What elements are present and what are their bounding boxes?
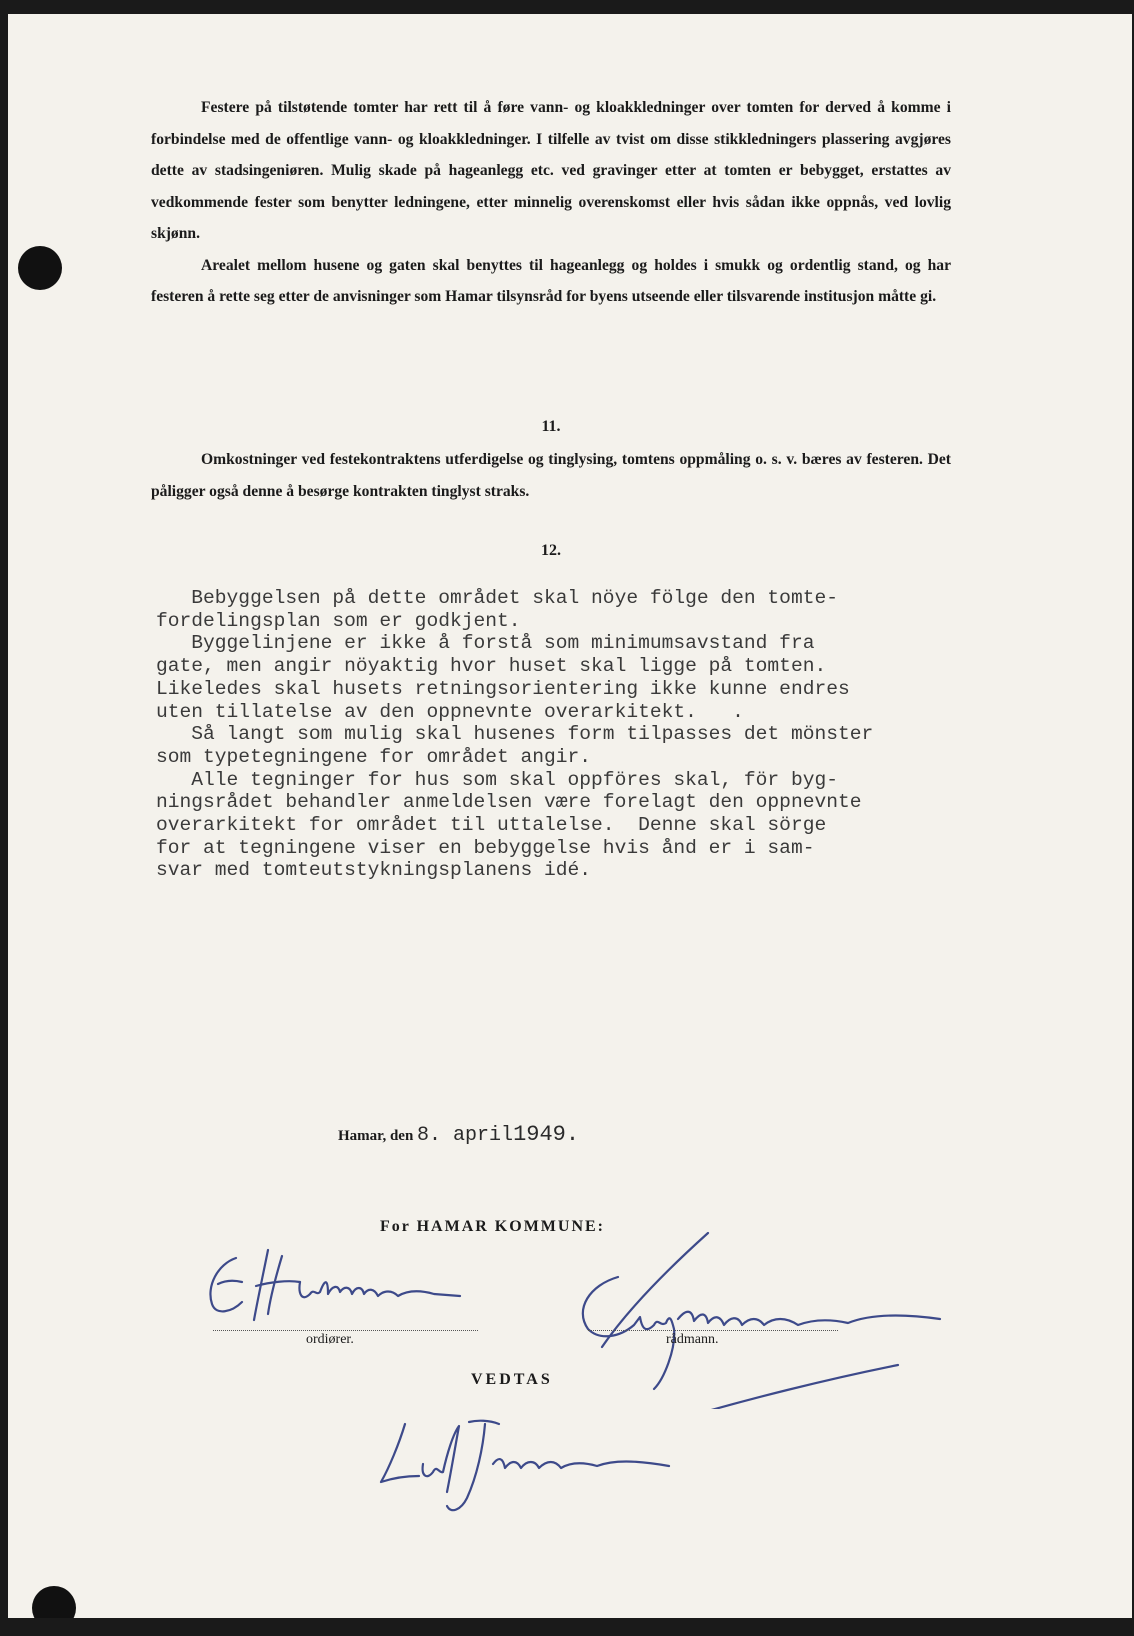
typed-line: Byggelinjene er ikke å forstå som minimumsavstand fra <box>156 632 815 655</box>
section-12-typed-text <box>156 587 986 882</box>
date-prefix: Hamar, den <box>338 1128 414 1144</box>
punch-hole-top <box>18 246 62 290</box>
body-paragraphs <box>151 92 951 313</box>
typed-line: overarkitekt for området til uttalelse. Denne skal sörge <box>156 814 827 837</box>
typed-line: Likeledes skal husets retningsorientering ikke kunne endres <box>156 677 850 700</box>
typed-line: Alle tegninger for hus som skal oppföres skal, för byg- <box>156 768 838 791</box>
role-ordforer: ordiører. <box>306 1332 354 1347</box>
section-11-text: Omkostninger ved festekontraktens utferdigelse og tinglysing, tomtens oppmåling o. s. v. bæres av festeren. Det påligger også denne å besørge kontrakten tinglyst straks. <box>151 451 951 500</box>
paragraph-festere: Festere på tilstøtende tomter har rett til å føre vann- og kloakkledninger over tomten for derved å komme i forbindelse med de offentlige vann- og kloakkledninger. I tilfelle av tvist om disse stikkledningers plassering avgjøres dette av stadsingeniøren. Mulig skade på hageanlegg etc. ved gravinger etter at tomten er bebygget, erstattes av vedkommende fester som benytter ledningene, etter minnelig overenskomst eller hvis sådan ikke oppnås, ved lovlig skjønn. <box>151 99 951 242</box>
typed-line: som typetegningene for området angir. <box>156 745 592 768</box>
signature-radmann <box>568 1229 988 1409</box>
typed-line: ningsrådet behandler anmeldelsen være forelagt den oppnevnte <box>156 791 862 814</box>
date-year: 1949. <box>513 1122 580 1147</box>
vedtas-label: VEDTAS <box>471 1371 553 1388</box>
role-radmann: rådmann. <box>666 1332 719 1347</box>
typed-line: for at tegningene viser en bebyggelse hvis ånd er i sam- <box>156 836 815 859</box>
typed-line: fordelingsplan som er godkjent. <box>156 609 521 632</box>
typed-line: Så langt som mulig skal husenes form tilpasses det mönster <box>156 723 874 746</box>
date-line <box>338 1122 579 1147</box>
typed-line: uten tillatelse av den oppnevnte overarkitekt. . <box>156 700 744 723</box>
typed-line: Bebyggelsen på dette området skal nöye fölge den tomte- <box>156 587 838 609</box>
section-12-number: 12. <box>541 542 561 559</box>
punch-hole-bottom <box>32 1586 76 1618</box>
signature-line-left <box>213 1330 478 1331</box>
municipality-line: For HAMAR KOMMUNE: <box>380 1218 605 1235</box>
signature-line-right <box>588 1330 838 1331</box>
date-typed: 8. april <box>417 1124 514 1147</box>
section-11-body <box>151 444 951 507</box>
typed-line: gate, men angir nöyaktig hvor huset skal ligge på tomten. <box>156 655 827 678</box>
document-page <box>8 14 1132 1618</box>
typed-line: svar med tomteutstykningsplanens idé. <box>156 859 592 882</box>
signature-approval <box>373 1414 693 1524</box>
paragraph-arealet: Arealet mellom husene og gaten skal benyttes til hageanlegg og holdes i smukk og ordentlig stand, og har festeren å rette seg etter de anvisninger som Hamar tilsynsråd for byens utseende eller tilsvarende institusjon måtte gi. <box>151 256 951 305</box>
section-11-number: 11. <box>541 418 561 435</box>
signature-mayor <box>198 1246 488 1326</box>
